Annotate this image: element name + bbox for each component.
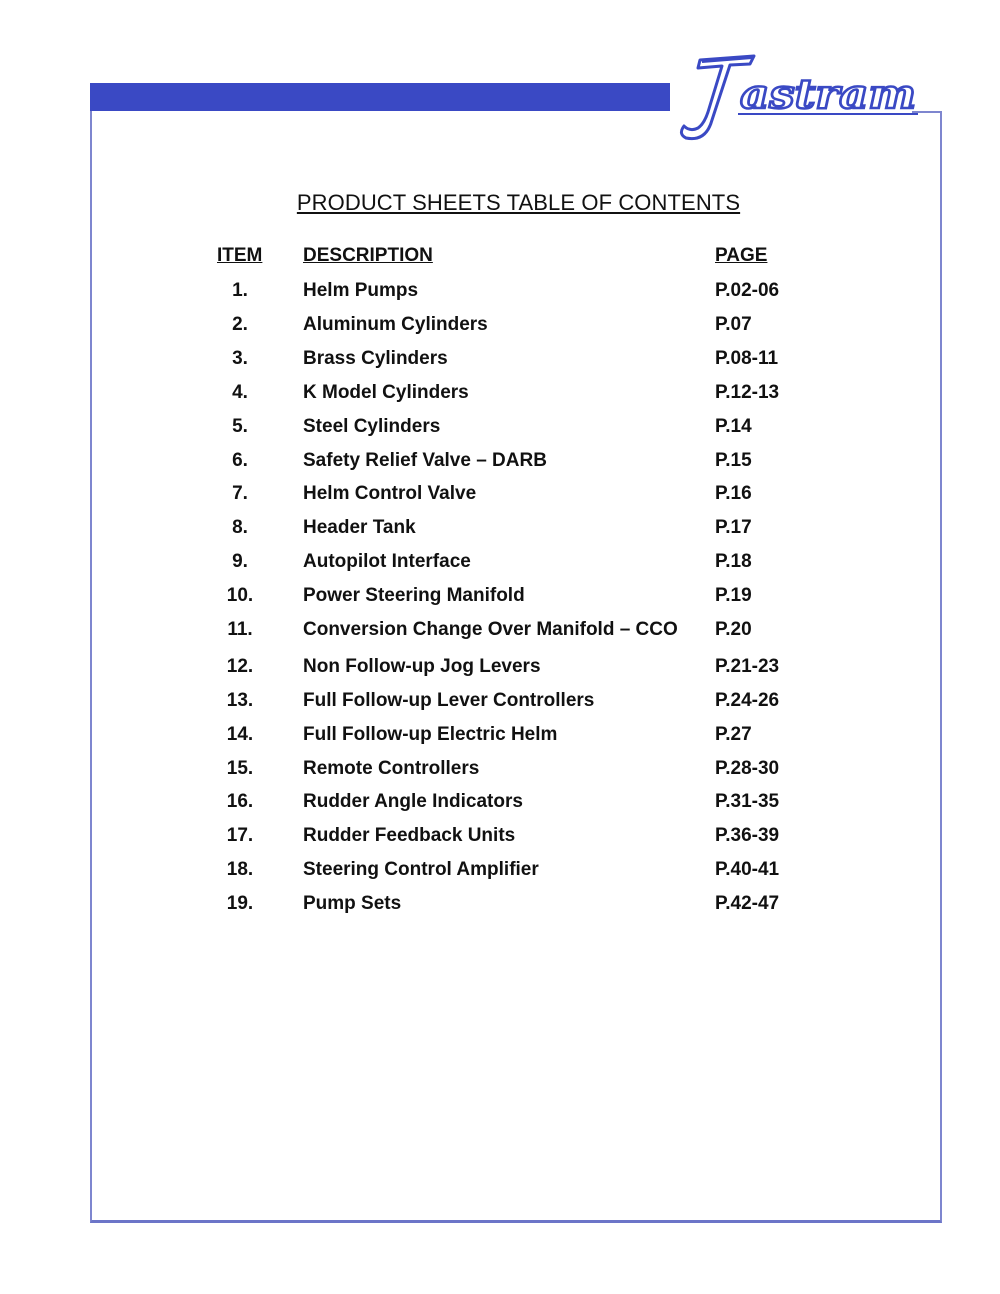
- item-page: P.40-41: [715, 859, 780, 880]
- item-number: 6.: [232, 450, 248, 471]
- item-number: 12.: [226, 656, 254, 677]
- item-description: Pump Sets: [303, 893, 402, 914]
- item-number: 15.: [226, 758, 254, 779]
- item-page: P.42-47: [715, 893, 780, 914]
- header-bar: [90, 83, 670, 111]
- item-number: 14.: [226, 724, 254, 745]
- toc-row: [0, 893, 1000, 923]
- item-page: P.14: [715, 416, 752, 437]
- toc-row: [0, 859, 1000, 889]
- toc-row: [0, 619, 1000, 649]
- item-description: Non Follow-up Jog Levers: [303, 656, 541, 677]
- item-description: Helm Control Valve: [303, 483, 477, 504]
- item-page: P.36-39: [715, 825, 780, 846]
- toc-row: [0, 656, 1000, 686]
- item-number: 1.: [232, 280, 248, 301]
- item-description: Header Tank: [303, 517, 416, 538]
- item-description: Remote Controllers: [303, 758, 480, 779]
- item-description: Brass Cylinders: [303, 348, 448, 369]
- toc-row: [0, 758, 1000, 788]
- toc-row: [0, 690, 1000, 720]
- item-page: P.07: [715, 314, 752, 335]
- toc-row: [0, 348, 1000, 378]
- item-number: 9.: [232, 551, 248, 572]
- toc-row: [0, 382, 1000, 412]
- item-description: Safety Relief Valve – DARB: [303, 450, 547, 471]
- item-page: P.27: [715, 724, 752, 745]
- item-page: P.17: [715, 517, 752, 538]
- toc-row: [0, 517, 1000, 547]
- item-description: Conversion Change Over Manifold – CCO: [303, 619, 678, 640]
- item-page: P.02-06: [715, 280, 780, 301]
- page-title: PRODUCT SHEETS TABLE OF CONTENTS: [296, 190, 741, 215]
- item-page: P.21-23: [715, 656, 780, 677]
- item-page: P.31-35: [715, 791, 780, 812]
- toc-row: [0, 416, 1000, 446]
- item-number: 3.: [232, 348, 248, 369]
- item-description: Steering Control Amplifier: [303, 859, 539, 880]
- toc-row: [0, 825, 1000, 855]
- item-number: 7.: [232, 483, 248, 504]
- item-number: 19.: [226, 893, 254, 914]
- column-header-description: DESCRIPTION: [303, 245, 433, 266]
- item-page: P.16: [715, 483, 752, 504]
- item-description: Full Follow-up Lever Controllers: [303, 690, 595, 711]
- item-page: P.20: [715, 619, 752, 640]
- toc-row: [0, 314, 1000, 344]
- toc-row: [0, 483, 1000, 513]
- item-description: Rudder Feedback Units: [303, 825, 516, 846]
- item-page: P.18: [715, 551, 752, 572]
- item-page: P.19: [715, 585, 752, 606]
- item-description: Power Steering Manifold: [303, 585, 525, 606]
- item-number: 16.: [226, 791, 254, 812]
- item-description: Helm Pumps: [303, 280, 419, 301]
- toc-row: [0, 280, 1000, 310]
- toc-row: [0, 791, 1000, 821]
- item-page: P.08-11: [715, 348, 779, 369]
- item-number: 2.: [232, 314, 248, 335]
- column-header-item: ITEM: [217, 245, 263, 266]
- item-number: 17.: [226, 825, 254, 846]
- item-number: 5.: [232, 416, 248, 437]
- toc-row: [0, 450, 1000, 480]
- toc-row: [0, 724, 1000, 754]
- item-page: P.15: [715, 450, 752, 471]
- column-header-page: PAGE: [715, 245, 768, 266]
- item-page: P.28-30: [715, 758, 780, 779]
- item-description: Rudder Angle Indicators: [303, 791, 523, 812]
- item-description: Aluminum Cylinders: [303, 314, 488, 335]
- item-number: 18.: [226, 859, 254, 880]
- item-number: 11.: [227, 619, 253, 640]
- toc-row: [0, 551, 1000, 581]
- item-description: Autopilot Interface: [303, 551, 471, 572]
- svg-text:astram: astram: [740, 71, 916, 118]
- item-number: 4.: [232, 382, 248, 403]
- toc-row: [0, 585, 1000, 615]
- item-description: Full Follow-up Electric Helm: [303, 724, 558, 745]
- item-description: Steel Cylinders: [303, 416, 441, 437]
- item-number: 8.: [232, 517, 248, 538]
- item-description: K Model Cylinders: [303, 382, 469, 403]
- item-page: P.12-13: [715, 382, 780, 403]
- item-number: 10.: [226, 585, 254, 606]
- item-page: P.24-26: [715, 690, 780, 711]
- frame-top-edge: [912, 111, 942, 113]
- item-number: 13.: [226, 690, 254, 711]
